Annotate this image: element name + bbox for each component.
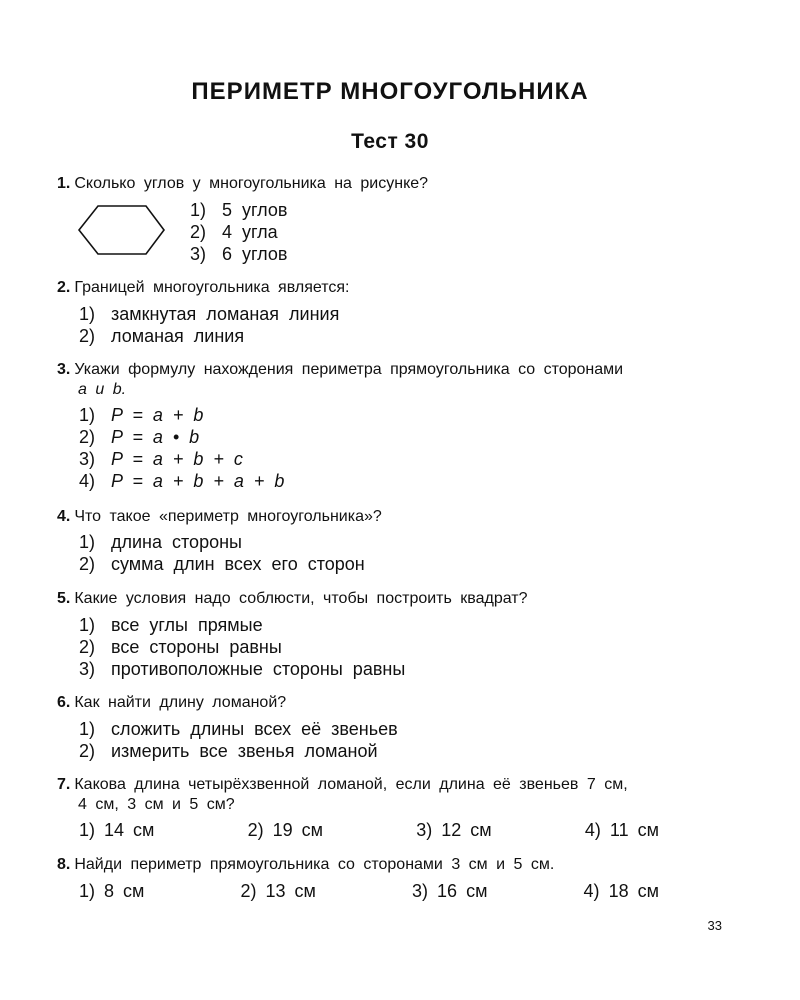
option-2[interactable]: 2) P = a • b (79, 427, 200, 447)
option-2[interactable]: 2) сумма длин всех его сторон (79, 554, 365, 574)
option-1[interactable]: 1) 8 см (79, 881, 145, 901)
option-3[interactable]: 3) 12 см (416, 820, 492, 840)
question-4 (57, 507, 727, 527)
question-7 (57, 775, 727, 815)
question-2-options (79, 303, 339, 347)
question-2 (57, 278, 727, 298)
question-8 (57, 855, 727, 875)
option-2[interactable]: 2) 4 угла (190, 222, 278, 242)
option-1[interactable]: 1) длина стороны (79, 532, 242, 552)
option-1[interactable]: 1) P = a + b (79, 405, 204, 425)
option-1[interactable]: 1) 14 см (79, 820, 155, 840)
option-2[interactable]: 2) измерить все звенья ломаной (79, 741, 378, 761)
question-1 (57, 174, 727, 194)
question-number: 8. (57, 856, 71, 873)
hexagon-figure (75, 203, 167, 257)
question-text: Укажи формулу нахождения периметра прямоугольника со сторонами (74, 361, 624, 378)
option-3[interactable]: 3) противоположные стороны равны (79, 659, 406, 679)
question-text: Как найти длину ломаной? (74, 694, 287, 711)
question-7-options (79, 819, 659, 841)
question-6-options (79, 718, 398, 762)
question-number: 5. (57, 590, 71, 607)
option-1[interactable]: 1) сложить длины всех её звеньев (79, 719, 398, 739)
question-8-options (79, 880, 659, 902)
question-number: 7. (57, 776, 71, 793)
question-text: Сколько углов у многоугольника на рисунке? (74, 175, 429, 192)
question-3 (57, 360, 727, 400)
page-title: ПЕРИМЕТР МНОГОУГОЛЬНИКА (191, 78, 589, 105)
test-title: Тест 30 (351, 130, 429, 153)
question-number: 6. (57, 694, 71, 711)
option-2[interactable]: 2) 19 см (247, 820, 324, 840)
question-5-options (79, 614, 405, 680)
option-3[interactable]: 3) 6 углов (190, 244, 288, 264)
question-6 (57, 693, 727, 713)
page-number: 33 (707, 918, 722, 933)
question-4-options (79, 531, 365, 575)
question-text-continued: 4 см, 3 см и 5 см? (78, 796, 235, 813)
option-2[interactable]: 2) 13 см (240, 881, 316, 901)
option-4[interactable]: 4) 18 см (583, 881, 659, 901)
option-1[interactable]: 1) замкнутая ломаная линия (79, 304, 340, 324)
option-2[interactable]: 2) ломаная линия (79, 326, 245, 346)
option-4[interactable]: 4) P = a + b + a + b (79, 471, 285, 491)
option-4[interactable]: 4) 11 см (584, 820, 659, 840)
question-text: Найди периметр прямоугольника со сторонами 3 см и 5 см. (74, 856, 555, 873)
option-1[interactable]: 1) 5 углов (190, 200, 288, 220)
question-number: 2. (57, 279, 71, 296)
option-3[interactable]: 3) P = a + b + c (79, 449, 243, 469)
question-number: 1. (57, 175, 71, 192)
question-text: Какие условия надо соблюсти, чтобы построить квадрат? (74, 590, 528, 607)
option-1[interactable]: 1) все углы прямые (79, 615, 263, 635)
question-5 (57, 589, 727, 609)
question-3-options (79, 404, 284, 492)
question-text: Что такое «периметр многоугольника»? (74, 508, 382, 525)
option-3[interactable]: 3) 16 см (412, 881, 488, 901)
question-text: Границей многоугольника является: (74, 279, 350, 296)
question-number: 4. (57, 508, 71, 525)
question-number: 3. (57, 361, 71, 378)
question-text-continued: a и b. (78, 381, 127, 398)
option-2[interactable]: 2) все стороны равны (79, 637, 282, 657)
question-text: Какова длина четырёхзвенной ломаной, если длина её звеньев 7 см, (74, 776, 628, 793)
question-1-options (190, 199, 287, 265)
